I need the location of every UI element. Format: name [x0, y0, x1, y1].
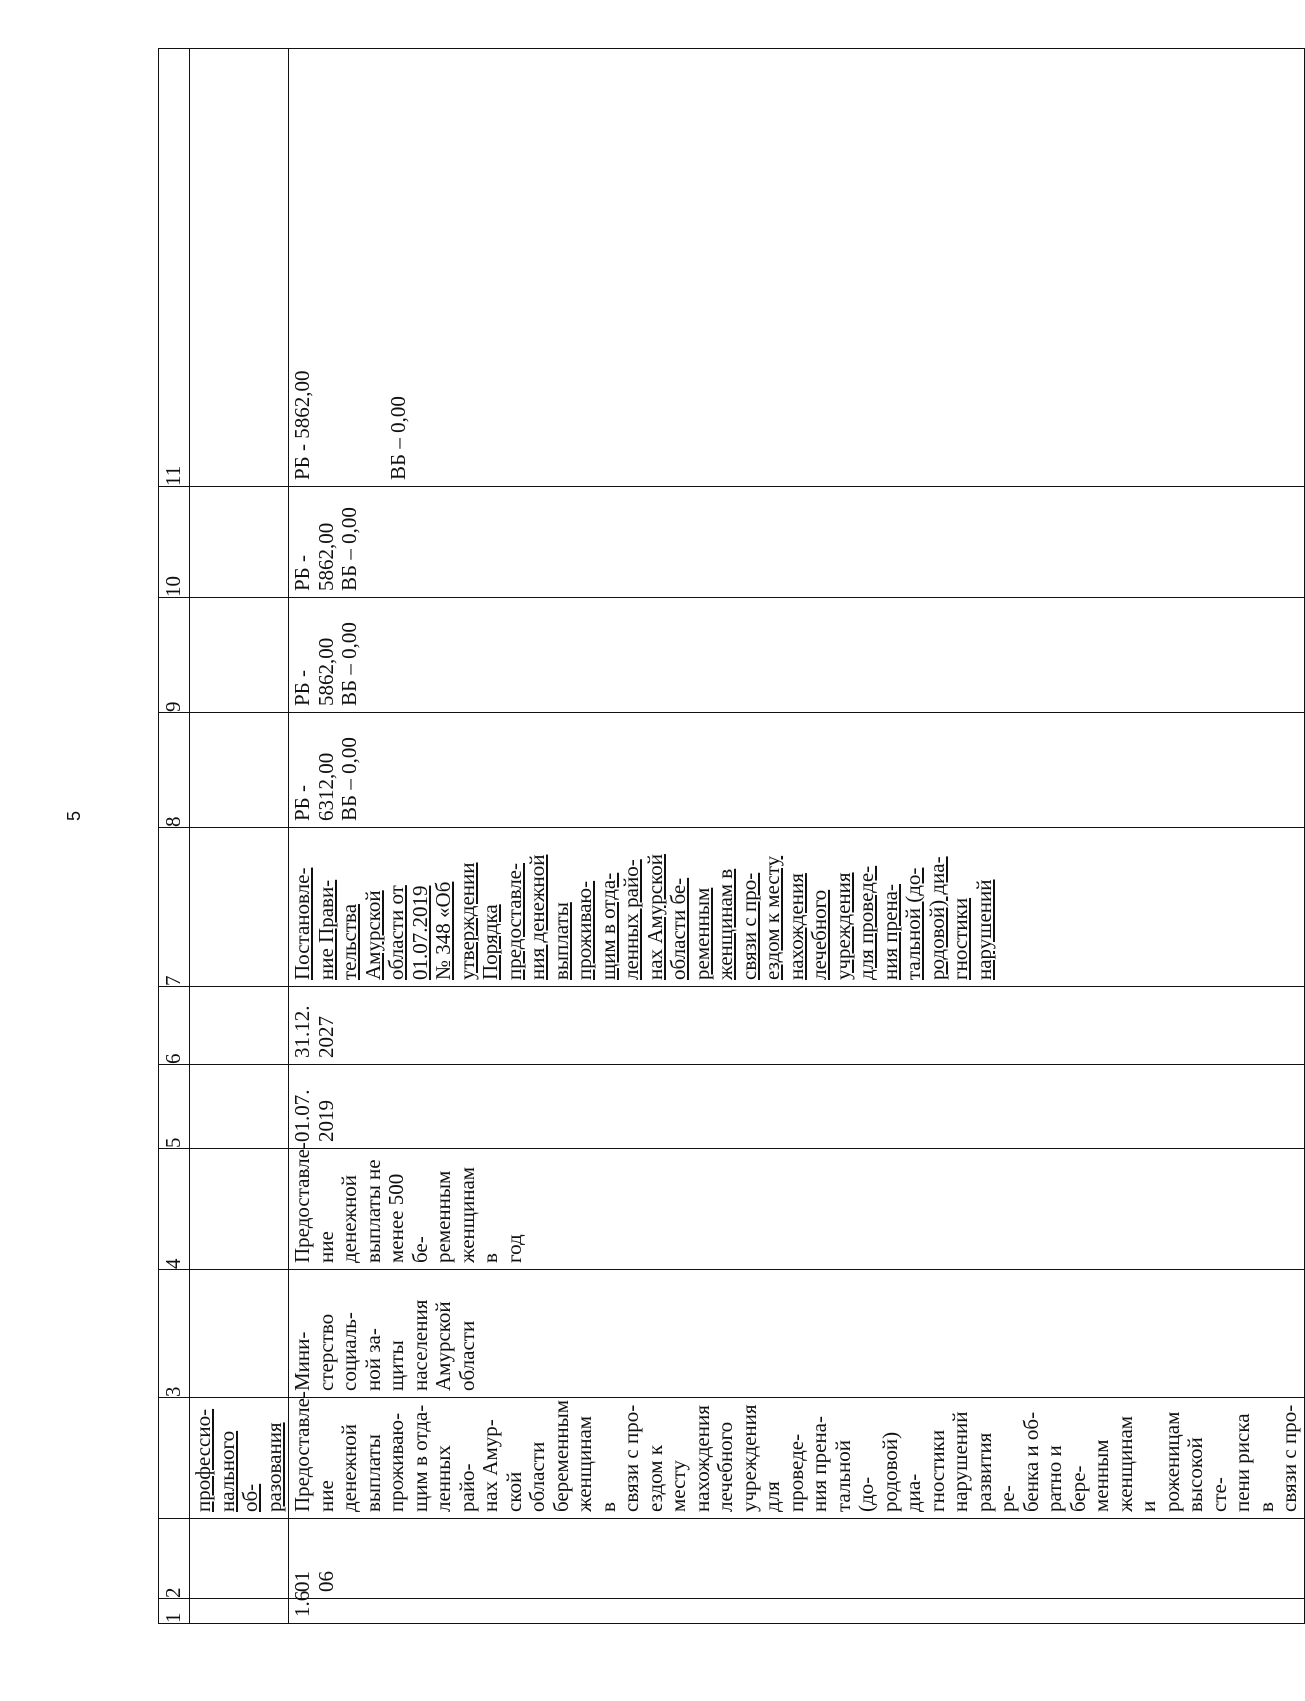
- cont-cell-11: [190, 49, 289, 487]
- cont-text-c2: профессио- нального об- разования: [191, 1408, 286, 1512]
- header-col-7: 7: [159, 828, 190, 987]
- cell-row-number: [289, 1590, 1305, 1624]
- cell-codes: [289, 1519, 1305, 1599]
- cell-funding-col10: [289, 487, 1305, 598]
- header-col-9: 9: [159, 598, 190, 713]
- cont-cell-7: [190, 828, 289, 987]
- cont-cell-4: [190, 1149, 289, 1270]
- row-number: 1.6: [290, 1590, 314, 1617]
- cell-legal-basis: [289, 828, 1305, 987]
- cell-funding-col8: [289, 713, 1305, 828]
- header-col-3: 3: [159, 1270, 190, 1398]
- data-row-1-6: [289, 49, 1305, 1624]
- cont-cell-1: [190, 1599, 289, 1624]
- expected-result: Предоставле- ние денежной выплаты не менее 500 бе- ременным женщинам в год: [290, 1142, 526, 1263]
- funding-col11-vb: ВБ – 0,00: [385, 396, 410, 480]
- cell-end-date: [289, 987, 1305, 1065]
- cont-cell-6: [190, 987, 289, 1065]
- cont-cell-8: [190, 713, 289, 828]
- page-number: 5: [64, 811, 84, 822]
- table-container: [158, 49, 1301, 1624]
- header-col-2: 2: [159, 1519, 190, 1599]
- cell-measure-name: [289, 1391, 1305, 1519]
- header-col-blank: [159, 1398, 190, 1519]
- cell-start-date: [289, 1065, 1305, 1149]
- cont-cell-5: [190, 1065, 289, 1149]
- cont-cell-10: [190, 487, 289, 598]
- header-col-4: 4: [159, 1149, 190, 1270]
- cell-funding-col11: [289, 49, 1305, 487]
- cont-cell-2-text: [190, 1398, 289, 1519]
- measure-name: Предоставле- ние денежной выплаты проживаю- щим в отда- ленных райо- нах Амур- ской области беременным женщинам в связи с про- ездом к месту нахождения лечебного учреждения для проведе- ния прена- тальной (до- родовой) диа- гностики нарушений развития ре- бенка и об- ратно и бере- менным женщинам и роженицам высокой сте- пени риска в связи с про-: [290, 1391, 1301, 1512]
- table: [158, 48, 1305, 1624]
- cell-expected-result: [289, 1142, 1305, 1270]
- row-codes: 01 06: [290, 1571, 338, 1592]
- executor: Мини- стерство социаль- ной за- щиты населения Амурской области: [290, 1299, 479, 1391]
- cont-cell-9: [190, 598, 289, 713]
- cont-cell-3: [190, 1270, 289, 1398]
- start-date: 01.07. 2019: [290, 1089, 338, 1142]
- funding-col10: РБ - 5862,00 ВБ – 0,00: [290, 507, 361, 591]
- header-col-11: 11: [159, 49, 190, 487]
- header-col-10: 10: [159, 487, 190, 598]
- funding-col9: РБ - 5862,00 ВБ – 0,00: [290, 622, 361, 706]
- cell-funding-col9: [289, 598, 1305, 713]
- header-row: [159, 49, 190, 1624]
- end-date: 31.12. 2027: [290, 1005, 338, 1058]
- funding-col11-rb: РБ - 5862,00: [290, 370, 314, 480]
- header-col-8: 8: [159, 713, 190, 828]
- cell-executor: [289, 1270, 1305, 1398]
- continued-row: [190, 49, 289, 1624]
- cont-cell-2: [190, 1519, 289, 1599]
- funding-col8: РБ - 6312,00 ВБ – 0,00: [290, 737, 361, 821]
- header-col-1: 1: [159, 1599, 190, 1624]
- header-col-6: 6: [159, 987, 190, 1065]
- legal-basis: Постановле- ние Прави- тельства Амурской области от 01.07.2019 № 348 «Об утверждении Порядка предоставле- ния денежной выплаты проживаю- щим в отда- ленных райо- нах Амурской области бе- ременным женщинам в связи с про- ездом к месту нахождения лечебного учреждения для проведе- ния прена- тальной (до- родовой) диа- гностики нарушений: [290, 854, 996, 980]
- header-col-5: 5: [159, 1065, 190, 1149]
